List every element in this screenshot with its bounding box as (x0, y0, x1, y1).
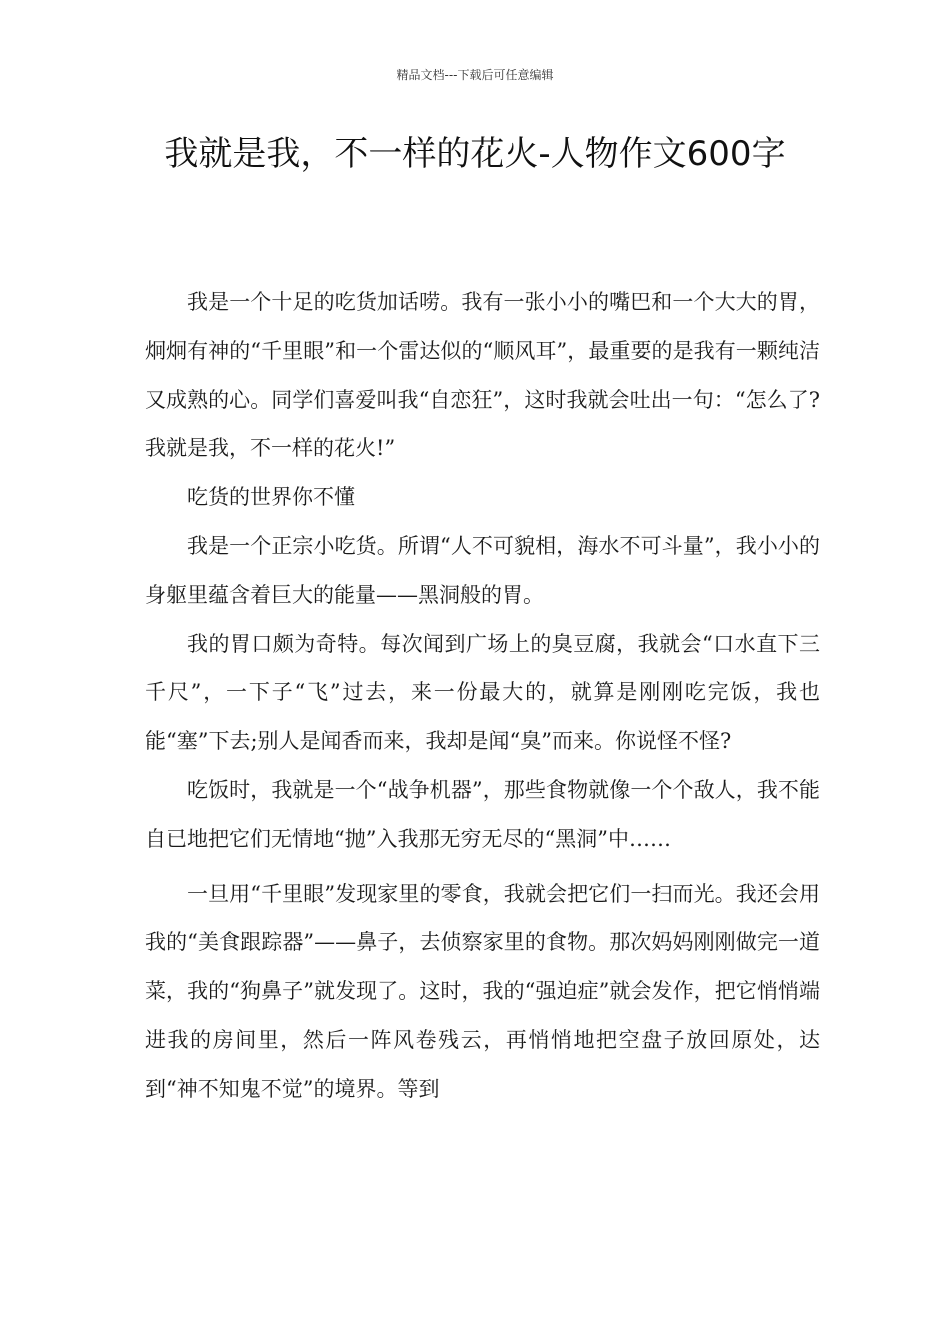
paragraph: 我的胃口颇为奇特。每次闻到广场上的臭豆腐，我就会“口水直下三千尺”，一下子“飞”过去，来一份最大的，就算是刚刚吃完饭，我也能“塞”下去;别人是闻香而来，我却是闻“臭”而来。你说怪不怪? (145, 631, 820, 754)
paragraph: 一旦用“千里眼”发现家里的零食，我就会把它们一扫而光。我还会用我的“美食跟踪器”——鼻子，去侦察家里的食物。那次妈妈刚刚做完一道菜，我的“狗鼻子”就发现了。这时，我的“强迫症”就会发作，把它悄悄端进我的房间里，然后一阵风卷残云，再悄悄地把空盘子放回原处，达到“神不知鬼不觉”的境界。等到 (145, 881, 820, 1101)
header-note: 精品文档---下载后可任意编辑 (396, 68, 554, 82)
document-title: 我就是我，不一样的花火-人物作文600字 (164, 134, 786, 174)
paragraph: 我是一个正宗小吃货。所谓“人不可貌相，海水不可斗量”，我小小的身躯里蕴含着巨大的能量——黑洞般的胃。 (145, 533, 820, 607)
paragraph: 吃饭时，我就是一个“战争机器”，那些食物就像一个个敌人，我不能自已地把它们无情地“抛”入我那无穷无尽的“黑洞”中…… (145, 777, 820, 851)
section-heading: 吃货的世界你不懂 (187, 485, 355, 510)
document-body (145, 278, 820, 1114)
paragraph-intro: 我是一个十足的吃货加话唠。我有一张小小的嘴巴和一个大大的胃，炯炯有神的“千里眼”和一个雷达似的“顺风耳”，最重要的是我有一颗纯洁又成熟的心。同学们喜爱叫我“自恋狂”，这时我就会吐出一句：“怎么了?我就是我，不一样的花火!” (145, 290, 820, 461)
